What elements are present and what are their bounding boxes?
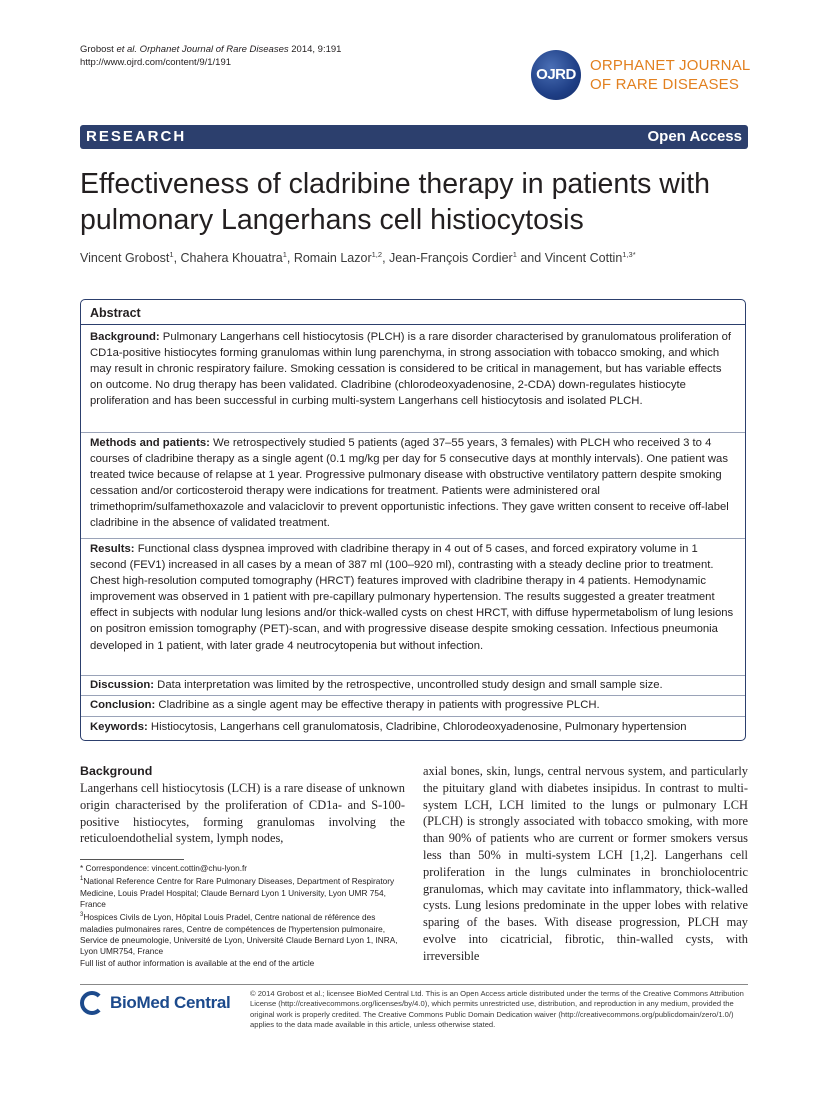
author-info-note: Full list of author information is available at the end of the article [80,957,315,968]
abstract-section-divider [81,538,745,539]
author-separator: , [382,251,390,266]
abstract-keywords [90,719,736,735]
author-list [80,250,636,265]
citation-url[interactable]: http://www.ojrd.com/content/9/1/191 [80,57,232,68]
citation-journal: Orphanet Journal of Rare Diseases [137,44,289,55]
affiliation-1 [80,874,400,910]
abstract-methods [90,435,736,532]
author-affiliation: 1 [512,250,517,259]
author-separator: , [286,251,294,266]
publisher-logo-text: BioMed Central [110,993,231,1012]
correspondence-note: * Correspondence: vincent.cottin@chu-lyon.fr [80,863,248,873]
abstract-section-divider [81,695,745,696]
abstract-discussion [90,677,736,693]
affiliation-3 [80,910,400,957]
abstract-conclusion-text: Cladribine as a single agent may be effective therapy in patients with progressive PLCH. [155,699,600,711]
body-right-column: axial bones, skin, lungs, central nervous system, and particularly the pituitary gland with diabetes insipidus. In contrast to multi-system LCH, LCH limited to the lungs or pulmonary LCH (PLCH) is strongly associated with tobacco smoking, with more than 90% of patients who are current or former smokers versus less than 50% in multi-system LCH [1,2]. Langerhans cell proliferation in the lungs culminates in bronchiolocentric granulomas, which may cavitate into inflammatory, thick-walled cysts. Lung lesions predominate in the upper lobes with relative sparing of the bases. With disease progression, PLCH may evolve into cicatricial, fibrotic, thin-walled cysts, with irreversible [423,764,748,963]
journal-name [590,56,750,94]
author-affiliation: 1,3* [622,250,636,259]
citation-authors: Grobost [80,44,117,55]
author-separator: , [173,251,181,266]
article-type-label: RESEARCH [86,128,187,145]
body-left-column: Langerhans cell histiocytosis (LCH) is a rare disease of unknown origin characterised by the proliferation of CD1a- and S-100-positive histiocytes, forming granulomas involving the reticuloendothelial system, lymph nodes, [80,781,405,846]
abstract-results-label: Results: [90,543,135,555]
journal-badge-text: OJRD [536,66,576,83]
abstract-heading: Abstract [90,306,141,320]
author-separator: and [516,251,545,266]
footer-divider [80,984,748,985]
author-name: Jean-François Cordier [389,251,513,266]
abstract-box [80,299,746,741]
abstract-conclusion [90,697,736,713]
abstract-results [90,541,736,654]
journal-name-line2: OF RARE DISEASES [590,76,740,93]
journal-badge-icon [531,50,581,100]
abstract-background-label: Background: [90,331,160,343]
citation-block [80,43,341,69]
article-type-banner [80,125,748,149]
abstract-conclusion-label: Conclusion: [90,699,156,711]
footnotes [80,863,400,969]
abstract-background [90,329,736,409]
abstract-keywords-label: Keywords: [90,721,148,733]
affiliation-1-text: National Reference Centre for Rare Pulmonary Diseases, Department of Respiratory Medicine, Louis Pradel Hospital; Claude Bernard Lyon 1 University, Lyon UMR 754, France [80,876,395,909]
citation-line [80,43,341,56]
abstract-section-divider [81,716,745,717]
abstract-results-text: Functional class dyspnea improved with cladribine therapy in 4 out of 5 cases, and forced expiratory volume in 1 second (FEV1) increased in all cases by a mean of 387 ml (100–920 ml), contrasting with a steady decline prior to treatment. Chest high-resolution computed tomography (HRCT) features improved with cladribine therapy in 4 patients. Hemodynamic improvement was observed in 1 patient with pre-capillary pulmonary hypertension. The results suggested a greater treatment effect in subjects with nodular lung lesions and/or thick-walled cysts on chest HRCT, with diffuse hypermetabolism of lung lesions on positron emission tomography (PET)-scan, and with progressive disease despite smoking cessation. Infectious pneumonia developed in 1 patient, with later grade 4 neutrocytopenia but without infection. [90,543,734,652]
background-heading: Background [80,764,153,778]
abstract-divider [81,324,745,325]
abstract-methods-text: We retrospectively studied 5 patients (aged 37–55 years, 3 females) with PLCH who received 3 to 4 courses of cladribine therapy as a single agent (0.1 mg/kg per day for 5 consecutive days at monthly intervals). One patient was treated twice because of relapse at 1 year. Progressive pulmonary disease with obstructive ventilatory pattern despite smoking cessation and/or corticosteroid therapy were indications for treatment. Patients were administered oral trimethoprim/sulfamethoxazole and valaciclovir to prevent opportunistic infections. They gave written consent to receive off-label cladribine in the absence of validated treatment. [90,437,729,530]
journal-name-line1: ORPHANET JOURNAL [590,57,751,74]
biomed-central-icon [80,991,104,1015]
affiliation-1-number: 1 [80,876,84,883]
publisher-logo [80,990,240,1020]
abstract-section-divider [81,675,745,676]
affiliation-3-text: Hospices Civils de Lyon, Hôpital Louis Pradel, Centre national de référence des maladies pulmonaires rares, Centre de compétences de l'hypertension pulmonaire, Service de pneumologie, Université de Lyon, Université Claude Bernard Lyon 1, INRA, Lyon UMR754, France [80,912,398,957]
author-name: Chahera Khouatra [180,251,283,266]
abstract-methods-label: Methods and patients: [90,437,210,449]
article-title: Effectiveness of cladribine therapy in patients with pulmonary Langerhans cell histiocytosis [80,168,710,236]
abstract-background-text: Pulmonary Langerhans cell histiocytosis (PLCH) is a rare disorder characterised by granulomatous proliferation of CD1a-positive histiocytes forming granulomas within lung parenchyma, in strong association with tobacco smoking, and which may result in chronic respiratory failure. Smoking cessation is considered to be critical in management, but has variable effects on outcome. No drug therapy has been validated. Cladribine (chlorodeoxyadenosine, 2-CDA) down-regulates histiocyte proliferation and has been successful in curbing multi-system Langerhans cell histiocytosis and isolated PLCH. [90,331,732,408]
journal-logo [531,50,751,102]
abstract-discussion-label: Discussion: [90,679,155,691]
abstract-section-divider [81,432,745,433]
license-text: © 2014 Grobost et al.; licensee BioMed Central Ltd. This is an Open Access article distributed under the terms of the Creative Commons Attribution License (http://creativecommons.org/licenses/by/4.0), which permits unrestricted use, distribution, and reproduction in any medium, provided the original work is properly credited. The Creative Commons Public Domain Dedication waiver (http://creativecommons.org/publicdomain/zero/1.0/) applies to the data made available in this article, unless otherwise stated. [250,989,744,1030]
author-affiliation: 1 [169,250,174,259]
author-affiliation: 1 [282,250,287,259]
abstract-keywords-text: Histiocytosis, Langerhans cell granulomatosis, Cladribine, Chlorodeoxyadenosine, Pulmonary hypertension [147,721,687,733]
affiliation-3-number: 3 [80,912,84,919]
abstract-discussion-text: Data interpretation was limited by the retrospective, uncontrolled study design and small sample size. [154,679,663,691]
author-name: Vincent Cottin [544,251,623,266]
open-access-label: Open Access [647,128,742,145]
author-name: Romain Lazor [293,251,372,266]
footnote-divider [80,859,184,860]
citation-etal: et al. [116,44,138,55]
author-name: Vincent Grobost [80,251,170,266]
author-affiliation: 1,2 [371,250,383,259]
citation-year-volume: 2014, 9:191 [288,44,342,55]
